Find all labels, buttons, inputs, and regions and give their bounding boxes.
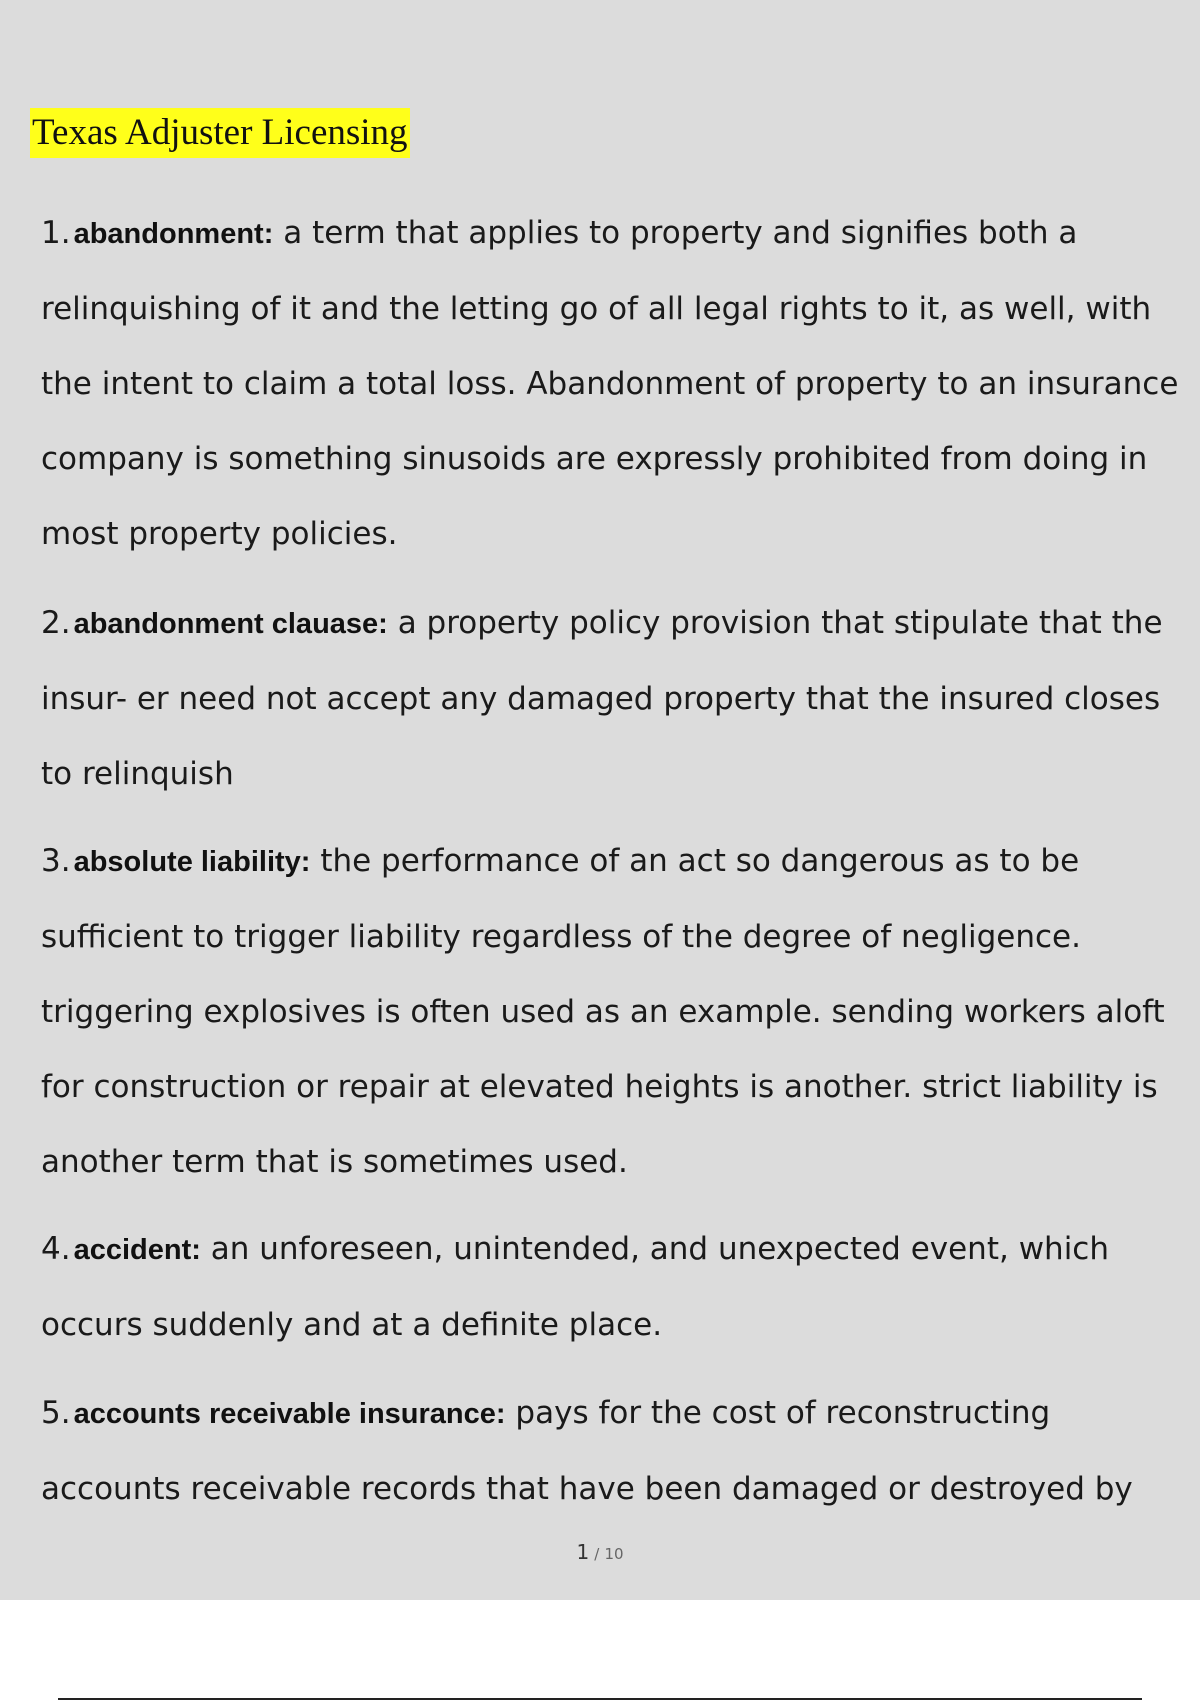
glossary-entry [41, 824, 1181, 1200]
entry-number: 5. [41, 1395, 71, 1431]
entry-number: 1. [41, 215, 71, 251]
glossary-entry [41, 1212, 1181, 1363]
glossary-entry [41, 196, 1181, 572]
page-indicator [0, 1540, 1200, 1564]
entry-term: abandonment clauase: [73, 608, 388, 640]
entry-definition: a property policy provision that stipulate that the insur- er need not accept any damaged property that the insured closes to relinquish [41, 605, 1163, 792]
glossary-entry [41, 1376, 1181, 1526]
entry-definition: the performance of an act so dangerous as to be sufficient to trigger liability regardless of the degree of negligence. triggering explosives is often used as an example. sending workers aloft for construction or repair at elevated heights is another. strict liability is another term that is sometimes used. [41, 843, 1165, 1180]
glossary-entry [41, 586, 1181, 812]
entry-number: 4. [41, 1231, 71, 1267]
current-page-number: 1 [576, 1540, 590, 1564]
page-separator: / [594, 1545, 600, 1563]
document-title: Texas Adjuster Licensing [30, 108, 410, 158]
entry-term: accounts receivable insurance: [73, 1398, 506, 1430]
entry-term: absolute liability: [73, 846, 311, 878]
entry-definition: pays for the cost of reconstructing accounts receivable records that have been damaged or destroyed by [41, 1395, 1133, 1507]
entry-definition: a term that applies to property and signifies both a relinquishing of it and the letting go of all legal rights to it, as well, with the intent to claim a total loss. Abandonment of property to an insurance company is something sinusoids are expressly prohibited from doing in most property policies. [41, 215, 1179, 552]
entry-term: accident: [73, 1234, 201, 1266]
total-page-count: 10 [604, 1545, 624, 1563]
entry-number: 2. [41, 605, 71, 641]
entry-number: 3. [41, 843, 71, 879]
entry-definition: an unforeseen, unintended, and unexpected event, which occurs suddenly and at a definite place. [41, 1231, 1109, 1343]
entry-term: abandonment: [73, 218, 274, 250]
